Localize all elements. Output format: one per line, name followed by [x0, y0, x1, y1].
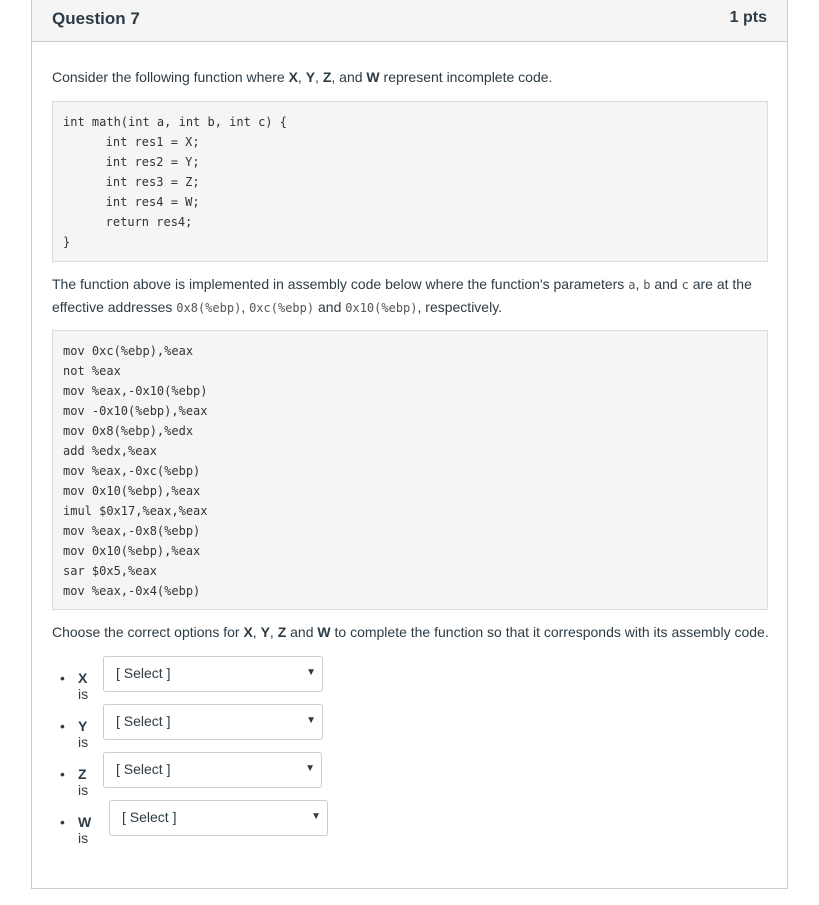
asm-intro-part: , [635, 276, 644, 292]
asm-line: mov %eax,-0xc(%ebp) [63, 464, 201, 478]
code-line: return res4; [84, 215, 193, 229]
choice-var: W [78, 814, 92, 830]
param-a: a [628, 278, 636, 292]
intro-text-part: , [315, 69, 323, 85]
choice-suffix: is [78, 830, 89, 846]
asm-line: mov 0x10(%ebp),%eax [63, 544, 201, 558]
asm-line: imul $0x17,%eax,%eax [63, 504, 208, 518]
var-z: Z [277, 624, 287, 640]
intro-text-part: Consider the following function where [52, 69, 289, 85]
choose-part: , [269, 624, 278, 640]
code-line: int math(int a, int b, int c) { [63, 115, 287, 129]
var-y: Y [305, 69, 316, 85]
choice-var: Y [78, 718, 88, 734]
choice-suffix: is [78, 686, 89, 702]
question-title: Question 7 [52, 9, 140, 28]
chevron-down-icon: ▼ [311, 811, 321, 822]
select-x[interactable] [103, 656, 323, 692]
bullet: • [60, 814, 65, 830]
var-w: W [317, 624, 331, 640]
asm-code-block [52, 330, 768, 610]
asm-intro-part: The function above is implemented in assembly code below where the function's parameters [52, 276, 629, 292]
asm-line: sar $0x5,%eax [63, 564, 157, 578]
choice-w-label [78, 814, 91, 846]
intro-text-part: , and [331, 69, 367, 85]
select-w[interactable] [109, 800, 328, 836]
question-header [32, 0, 787, 42]
asm-intro-part: are at the [688, 276, 752, 292]
choose-part: and [286, 624, 318, 640]
asm-line: mov 0x8(%ebp),%edx [63, 424, 194, 438]
choose-part: to complete the function so that it corresponds with its assembly code. [330, 624, 769, 640]
choice-x-label [78, 670, 88, 702]
asm-line: not %eax [63, 364, 121, 378]
var-z: Z [322, 69, 332, 85]
asm-intro-part: , respectively. [417, 299, 503, 315]
select-x-value: [ Select ] [116, 665, 171, 681]
var-y: Y [260, 624, 270, 640]
asm-line: mov %eax,-0x8(%ebp) [63, 524, 201, 538]
bullet: • [60, 766, 65, 782]
bullet: • [60, 670, 65, 686]
asm-intro-part: and [314, 299, 346, 315]
asm-intro-part: and [650, 276, 682, 292]
var-x: X [243, 624, 253, 640]
choice-var: Z [78, 766, 87, 782]
select-y-value: [ Select ] [116, 713, 171, 729]
question-points: 1 pts [729, 9, 767, 26]
select-w-value: [ Select ] [122, 809, 177, 825]
intro-text-part: , [297, 69, 306, 85]
var-x: X [288, 69, 298, 85]
choice-y-label [78, 718, 88, 750]
bullet: • [60, 718, 65, 734]
code-line: } [63, 235, 71, 249]
address-a: 0x8(%ebp) [176, 301, 242, 315]
address-b: 0xc(%ebp) [249, 301, 315, 315]
var-w: W [366, 69, 380, 85]
code-line: int res4 = W; [84, 195, 200, 209]
choice-suffix: is [78, 782, 89, 798]
asm-line: mov -0x10(%ebp),%eax [63, 404, 208, 418]
c-code-block [52, 101, 768, 262]
asm-line: mov 0xc(%ebp),%eax [63, 344, 194, 358]
asm-line: add %edx,%eax [63, 444, 157, 458]
chevron-down-icon: ▼ [306, 667, 316, 678]
choice-suffix: is [78, 734, 89, 750]
asm-intro-part: effective addresses [52, 299, 177, 315]
asm-line: mov %eax,-0x10(%ebp) [63, 384, 208, 398]
chevron-down-icon: ▼ [305, 763, 315, 774]
param-c: c [681, 278, 689, 292]
code-line: int res3 = Z; [84, 175, 200, 189]
intro-text-part: represent incomplete code. [379, 69, 553, 85]
address-c: 0x10(%ebp) [345, 301, 418, 315]
asm-line: mov %eax,-0x4(%ebp) [63, 584, 201, 598]
choose-instruction [52, 621, 769, 643]
code-line: int res1 = X; [84, 135, 200, 149]
asm-intro-text [52, 273, 768, 319]
choose-part: , [252, 624, 261, 640]
code-line: int res2 = Y; [84, 155, 200, 169]
intro-text [52, 66, 552, 88]
chevron-down-icon: ▼ [306, 715, 316, 726]
param-b: b [643, 278, 651, 292]
choose-part: Choose the correct options for [52, 624, 244, 640]
question-card [31, 0, 788, 889]
asm-line: mov 0x10(%ebp),%eax [63, 484, 201, 498]
select-y[interactable] [103, 704, 323, 740]
choice-z-label [78, 766, 88, 798]
choice-var: X [78, 670, 88, 686]
select-z[interactable] [103, 752, 322, 788]
select-z-value: [ Select ] [116, 761, 171, 777]
asm-intro-part: , [241, 299, 250, 315]
